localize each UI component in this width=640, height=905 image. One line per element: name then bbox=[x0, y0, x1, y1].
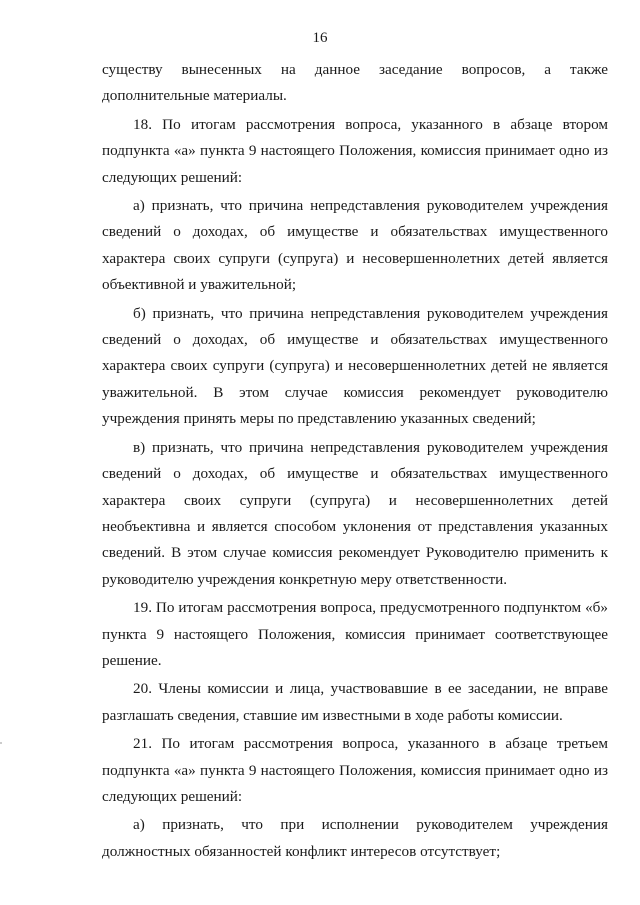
paragraph-item-18a: а) признать, что причина непредставления руководителем учреждения сведений о доходах, об имуществе и обязательствах имущественного характера своих супруги (супруга) и несовершеннолетних детей является объективной и уважительной; bbox=[102, 197, 608, 294]
paragraph-item-21a: а) признать, что при исполнении руководителем учреждения должностных обязанностей конфликт интересов отсутствует; bbox=[102, 816, 608, 860]
paragraph-continuation: существу вынесенных на данное заседание вопросов, а также дополнительные материалы. bbox=[102, 61, 608, 105]
page-number: 16 bbox=[312, 30, 328, 46]
paragraph-item-18v: в) признать, что причина непредставления руководителем учреждения сведений о доходах, об имуществе и обязательствах имущественного характера своих супруги (супруга) и несовершеннолетних детей необъективна и является способом уклонения от представления указанных сведений. В этом случае комиссия рекомендует Руководителю применить к руководителю учреждения конкретную меру ответственности. bbox=[102, 438, 608, 588]
paragraph-item-20: 20. Члены комиссии и лица, участвовавшие в ее заседании, не вправе разглашать сведения, ставшие им известными в ходе работы комиссии. bbox=[102, 680, 608, 724]
scan-margin-speck bbox=[0, 742, 2, 744]
paragraph-item-19: 19. По итогам рассмотрения вопроса, предусмотренного подпунктом «б» пункта 9 настоящего Положения, комиссия принимает соответствующее решение. bbox=[102, 599, 608, 669]
document-body bbox=[102, 57, 608, 867]
paragraph-item-21: 21. По итогам рассмотрения вопроса, указанного в абзаце третьем подпункта «а» пункта 9 настоящего Положения, комиссия принимает одно из следующих решений: bbox=[102, 735, 608, 805]
paragraph-item-18: 18. По итогам рассмотрения вопроса, указанного в абзаце втором подпункта «а» пункта 9 настоящего Положения, комиссия принимает одно из следующих решений: bbox=[102, 115, 608, 186]
paragraph-item-18b: б) признать, что причина непредставления руководителем учреждения сведений о доходах, об имуществе и обязательствах имущественного характера своих супруги (супруга) и несовершеннолетних детей не является уважительной. В этом случае комиссия рекомендует руководителю учреждения принять меры по представлению указанных сведений; bbox=[102, 304, 608, 428]
